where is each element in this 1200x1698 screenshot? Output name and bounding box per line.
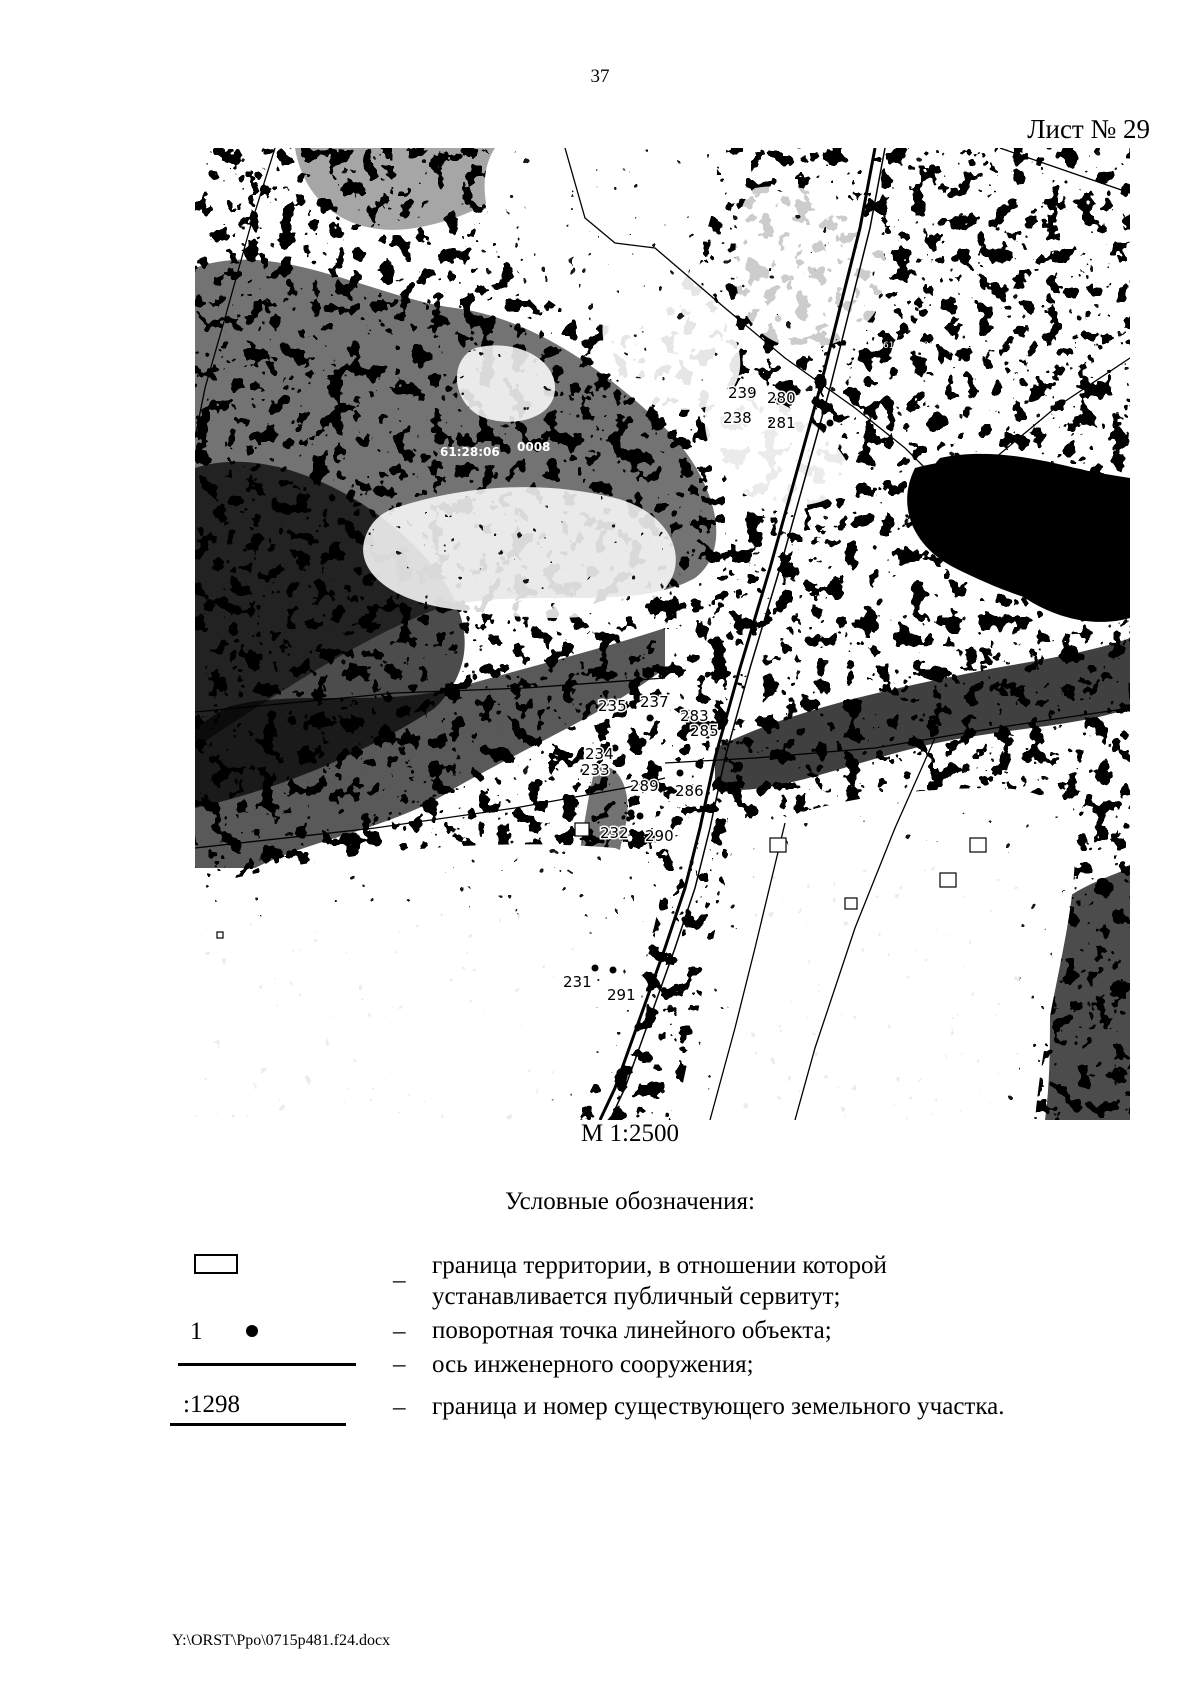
label-239: 239 — [728, 384, 757, 402]
cadastral-number-2: 61:28:0600 — [883, 341, 935, 351]
label-291: 291 — [607, 986, 636, 1004]
label-286: 286 — [675, 782, 704, 800]
cadastral-map — [195, 148, 1130, 1120]
legend-symbol-parcel-line — [170, 1423, 346, 1426]
legend-dash-3: – — [393, 1351, 406, 1378]
label-232: 232 — [600, 824, 629, 842]
label-281: 281 — [767, 414, 796, 432]
legend-text-axis: ось инженерного сооружения; — [432, 1351, 754, 1378]
cadastral-number-2-suffix: 1234 — [955, 341, 978, 351]
map-canvas — [195, 148, 1130, 1120]
label-283: 283 — [680, 707, 709, 725]
point-286 — [677, 770, 684, 777]
legend-text-parcel: граница и номер существующего земельного участка. — [432, 1393, 1005, 1420]
point-285 — [682, 725, 689, 732]
legend-title: Условные обозначения: — [504, 1188, 756, 1215]
legend-dash-4: – — [393, 1394, 406, 1421]
map-scale: М 1:2500 — [581, 1120, 679, 1147]
label-235: 235 — [598, 697, 627, 715]
sheet-label: Лист № 29 — [1027, 114, 1150, 144]
legend-text-servitude-line1: граница территории, в отношении которой — [432, 1252, 887, 1279]
legend-symbol-point-dot — [246, 1325, 258, 1337]
cadastral-number-1: 61:28:06 — [440, 445, 500, 459]
legend-text-turning-point: поворотная точка линейного объекта; — [432, 1317, 832, 1344]
legend-text-servitude-line2: устанавливается публичный сервитут; — [432, 1283, 841, 1310]
point-291 — [610, 967, 617, 974]
label-289: 289 — [630, 777, 659, 795]
legend-symbol-servitude-boundary — [194, 1254, 238, 1274]
footer-file-path: Y:\ORST\Ppo\0715p481.f24.docx — [172, 1632, 391, 1649]
point-290 — [637, 813, 644, 820]
label-237: 237 — [640, 693, 669, 711]
label-285: 285 — [690, 722, 719, 740]
legend-dash-1: _ — [393, 1258, 406, 1285]
point-233 — [617, 757, 624, 764]
label-231: 231 — [563, 973, 592, 991]
cadastral-number-1-suffix: 0008 — [517, 440, 551, 454]
label-290: 290 — [645, 827, 674, 845]
label-234: 234 — [585, 745, 614, 763]
point-237 — [647, 715, 654, 722]
point-231 — [592, 965, 599, 972]
legend-dash-2: – — [393, 1318, 406, 1345]
label-238: 238 — [723, 409, 752, 427]
page-number: 37 — [590, 66, 610, 87]
legend-symbol-axis-line — [178, 1363, 356, 1366]
label-280: 280 — [767, 389, 796, 407]
label-233: 233 — [581, 761, 610, 779]
legend-symbol-point-number: 1 — [190, 1318, 203, 1345]
point-232 — [628, 810, 635, 817]
point-239 — [827, 420, 834, 427]
legend-symbol-parcel-number: :1298 — [183, 1391, 240, 1418]
